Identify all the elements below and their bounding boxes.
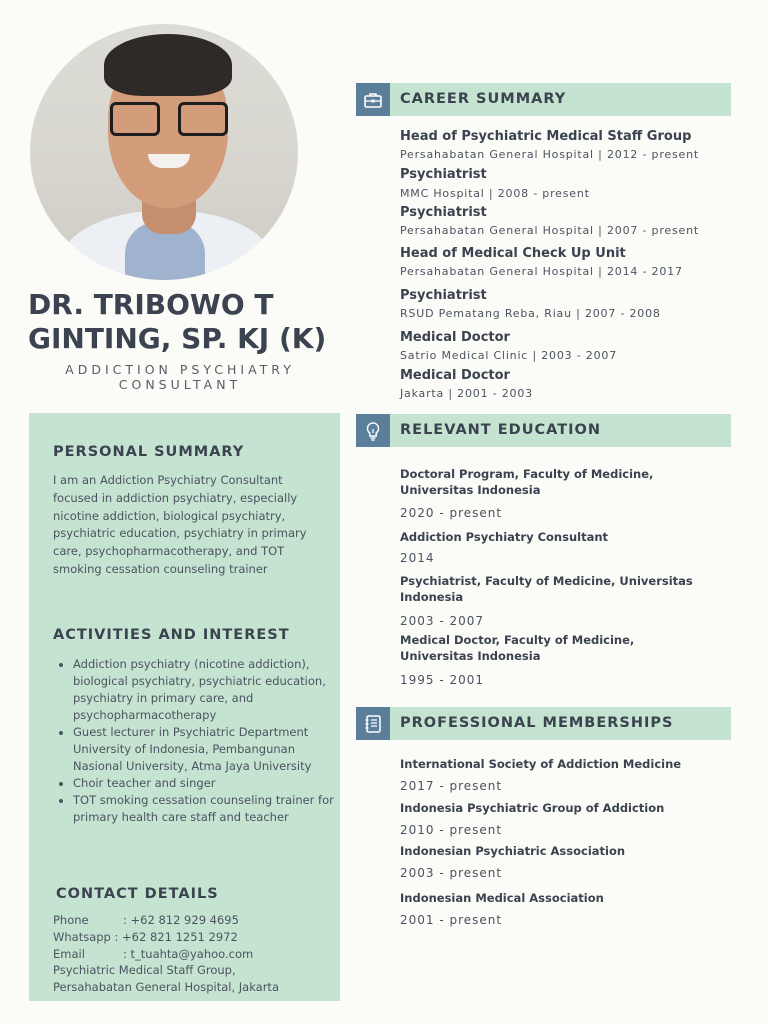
career-entry-detail: RSUD Pematang Reba, Riau | 2007 - 2008 [400, 307, 661, 320]
membership-entry-title: Indonesian Medical Association [400, 891, 604, 905]
career-entry-detail: MMC Hospital | 2008 - present [400, 187, 590, 200]
left-panel [29, 413, 340, 1001]
career-entry-title: Psychiatrist [400, 288, 487, 303]
person-name: DR. TRIBOWO T GINTING, SP. KJ (K) [28, 288, 327, 355]
address-line-1: Psychiatric Medical Staff Group, [53, 963, 236, 978]
membership-entry-years: 2003 - present [400, 866, 503, 880]
list-item: • Addiction psychiatry (nicotine addiction), biological psychiatry, psychiatric education, psychiatry in primary care, and psychopharmacotherapy [73, 656, 335, 724]
membership-entry-years: 2001 - present [400, 913, 503, 927]
career-entry-detail: Persahabatan General Hospital | 2014 - 2017 [400, 265, 683, 278]
education-entry-title: Psychiatrist, Faculty of Medicine, Universitas Indonesia [400, 574, 693, 604]
career-entry-title: Medical Doctor [400, 368, 510, 383]
career-entry-detail: Satrio Medical Clinic | 2003 - 2007 [400, 349, 617, 362]
career-summary-header [356, 83, 731, 116]
whatsapp-label: Whatsapp [53, 929, 111, 944]
career-entry-title: Psychiatrist [400, 205, 487, 220]
career-entry-detail: Persahabatan General Hospital | 2012 - present [400, 148, 699, 161]
briefcase-icon [356, 83, 390, 116]
education-header [356, 414, 731, 447]
address-line-2: Persahabatan General Hospital, Jakarta [53, 980, 279, 995]
email-value[interactable]: : t_tuahta@yahoo.com [123, 946, 254, 961]
activities-heading: ACTIVITIES AND INTEREST [53, 627, 290, 643]
career-entry-title: Head of Medical Check Up Unit [400, 246, 626, 261]
education-title: RELEVANT EDUCATION [400, 422, 601, 438]
list-item: • Choir teacher and singer [73, 775, 335, 792]
contact-heading: CONTACT DETAILS [56, 886, 219, 902]
education-entry-title: Medical Doctor, Faculty of Medicine, Universitas Indonesia [400, 633, 635, 663]
education-entry-title: Addiction Psychiatry Consultant [400, 530, 609, 544]
career-entry-title: Psychiatrist [400, 167, 487, 182]
education-entry-years: 1995 - 2001 [400, 673, 485, 687]
phone-value[interactable]: : +62 812 929 4695 [123, 913, 239, 927]
email-label: Email [53, 946, 85, 961]
lightbulb-icon [356, 414, 390, 447]
list-item: • Guest lecturer in Psychiatric Department University of Indonesia, Pembangunan Nasional University, Atma Jaya University [73, 724, 335, 775]
career-entry-title: Medical Doctor [400, 330, 510, 345]
contact-details [53, 912, 323, 996]
career-summary-title: CAREER SUMMARY [400, 91, 567, 107]
person-role: ADDICTION PSYCHIATRY CONSULTANT [65, 362, 295, 392]
education-entry-years: 2020 - present [400, 506, 503, 520]
membership-entry-years: 2010 - present [400, 823, 503, 837]
career-entry-title: Head of Psychiatric Medical Staff Group [400, 129, 692, 144]
personal-summary-text: I am an Addiction Psychiatry Consultant focused in addiction psychiatry, especially nicotine addiction, biological psychiatry, psychiatric education, psychiatry in primary care, psychopharmacotherapy, and TOT smoking cessation counseling trainer [53, 473, 307, 576]
phone-label: Phone [53, 913, 89, 927]
whatsapp-value[interactable]: : +62 821 1251 2972 [114, 929, 238, 944]
career-entry-detail: Persahabatan General Hospital | 2007 - present [400, 224, 699, 237]
membership-entry-title: Indonesian Psychiatric Association [400, 844, 626, 858]
education-entry-title: Doctoral Program, Faculty of Medicine, Universitas Indonesia [400, 467, 654, 497]
list-item: • TOT smoking cessation counseling trainer for primary health care staff and teacher [73, 792, 335, 826]
memberships-title: PROFESSIONAL MEMBERSHIPS [400, 715, 674, 731]
membership-entry-title: Indonesia Psychiatric Group of Addiction [400, 801, 665, 815]
notebook-icon [356, 707, 390, 740]
career-entry-detail: Jakarta | 2001 - 2003 [400, 387, 533, 400]
activities-list [53, 656, 335, 826]
membership-entry-years: 2017 - present [400, 779, 503, 793]
membership-entry-title: International Society of Addiction Medicine [400, 757, 682, 771]
education-entry-years: 2003 - 2007 [400, 614, 485, 628]
memberships-header [356, 707, 731, 740]
personal-summary-heading: PERSONAL SUMMARY [53, 444, 245, 460]
education-entry-years: 2014 [400, 551, 435, 565]
profile-photo [30, 24, 298, 280]
